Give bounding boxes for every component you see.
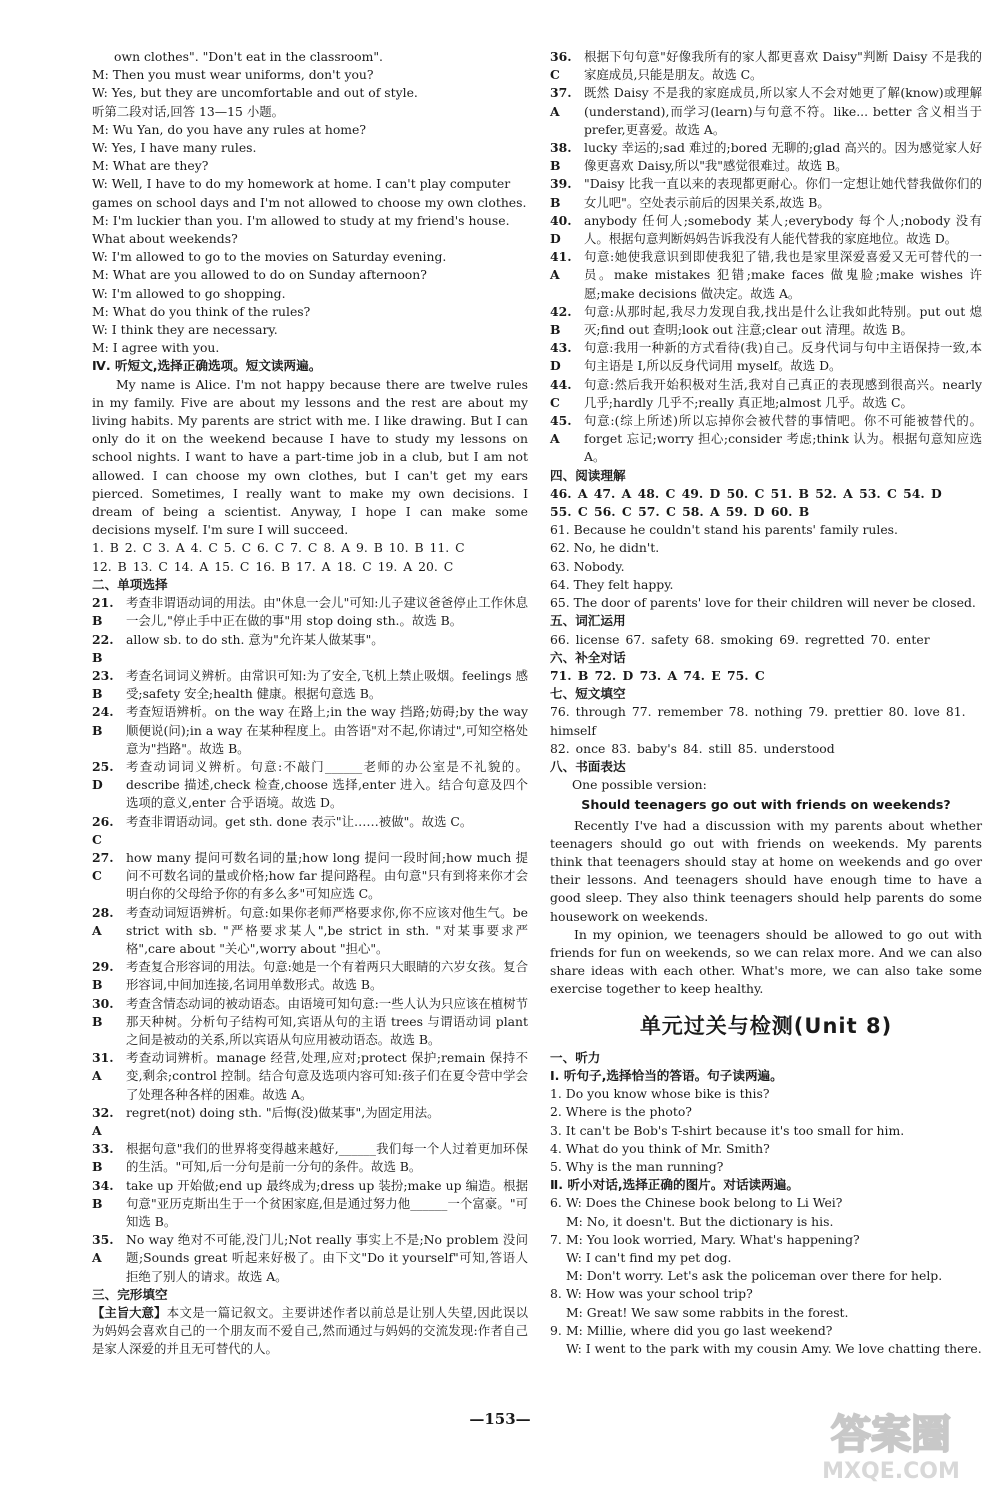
answer-item bbox=[550, 412, 982, 467]
listening-sentence: 1. Do you know whose bike is this? bbox=[550, 1086, 770, 1102]
single-choice-list bbox=[92, 594, 528, 1286]
answer-item bbox=[92, 703, 528, 758]
answer-row: 82. once 83. baby's 84. still 85. understood bbox=[550, 740, 835, 756]
listening-sentence: 5. Why is the man running? bbox=[550, 1158, 724, 1174]
answer-item bbox=[550, 84, 982, 139]
answer-number: 38. B bbox=[550, 140, 572, 174]
dialog-line bbox=[550, 1340, 982, 1358]
listening-sentence: 2. Where is the photo? bbox=[550, 1104, 692, 1120]
answer-item bbox=[550, 175, 982, 211]
answer-item bbox=[550, 303, 982, 339]
answer-number: 36. C bbox=[550, 49, 572, 83]
main-idea bbox=[92, 1304, 528, 1359]
section-heading-listening: 一、听力 bbox=[550, 1049, 601, 1065]
answer-row: 12. B 13. C 14. A 15. C 16. B 17. A 18. C 19. A 20. C bbox=[92, 558, 454, 574]
answer-item bbox=[92, 667, 528, 703]
answer-row: 76. through 77. remember 78. nothing 79. prettier 80. love 81. himself bbox=[550, 704, 966, 738]
answer-number: 30. B bbox=[92, 995, 114, 1029]
reading-answer: 63. Nobody. bbox=[550, 558, 625, 574]
answer-item bbox=[550, 248, 982, 303]
reading-answer: 65. The door of parents' love for their children will never be closed. bbox=[550, 595, 976, 611]
dialog-text: W: How was your school trip? bbox=[566, 1286, 753, 1302]
answer-item bbox=[92, 1049, 528, 1104]
answer-number: 44. C bbox=[550, 376, 572, 410]
reading-answer: 62. No, he didn't. bbox=[550, 540, 660, 556]
dialog-line bbox=[550, 1194, 982, 1212]
dialog-number bbox=[550, 1213, 566, 1231]
answer-explanation: 句意:(综上所述)所以忘掉你会被代替的事情吧。你不可能被替代的。forget 忘记;worry 担心;consider 考虑;think 认为。根据句意知应选 A。 bbox=[584, 413, 982, 465]
page-number: —153— bbox=[469, 1410, 531, 1428]
answer-explanation: allow sb. to do sth. 意为"允许某人做某事"。 bbox=[126, 631, 384, 647]
answer-number: 39. B bbox=[550, 176, 572, 210]
answer-row: 46. A 47. A 48. C 49. D 50. C 51. B 52. A 53. C 54. D bbox=[550, 485, 942, 501]
dialog-number bbox=[550, 1267, 566, 1285]
dialog-number bbox=[550, 1304, 566, 1322]
dialog-line: W: Yes, I have many rules. bbox=[92, 140, 257, 156]
answer-item bbox=[92, 849, 528, 904]
answer-number: 28. A bbox=[92, 904, 114, 938]
dialog-text: M: Don't worry. Let's ask the policeman over there for help. bbox=[566, 1268, 943, 1284]
section-heading-listening-passage: Ⅳ. 听短文,选择正确选项。短文读两遍。 bbox=[92, 358, 322, 374]
answer-item bbox=[92, 813, 528, 849]
answer-explanation: how many 提问可数名词的量;how long 提问一段时间;how much 提问不可数名词的量或价格;how far 提问路程。由句意"只有到将来你才会明白你的父母给予你的有多么多"可知应选 C。 bbox=[126, 849, 528, 902]
right-column bbox=[550, 48, 982, 1358]
answer-item bbox=[92, 995, 528, 1050]
dialog-line bbox=[550, 1322, 982, 1340]
dialog-line: M: What are they? bbox=[92, 158, 209, 174]
listening-sentence: 3. It can't be Bob's T-shirt because it's too small for him. bbox=[550, 1122, 905, 1138]
dialog-number bbox=[550, 1249, 566, 1267]
answer-explanation: take up 开始做;end up 最终成为;dress up 装扮;make up 编造。根据句意"亚历克斯出生于一个贫困家庭,但是通过努力他______一个富豪。"可知选 B。 bbox=[126, 1177, 528, 1229]
answer-row: 55. C 56. C 57. C 58. A 59. D 60. B bbox=[550, 504, 810, 520]
watermark-logo bbox=[796, 1400, 986, 1486]
dialog-text: M: You look worried, Mary. What's happening? bbox=[566, 1231, 860, 1247]
watermark-text: 答案圈 bbox=[831, 1412, 951, 1458]
answer-item bbox=[92, 1177, 528, 1232]
answer-number: 32. A bbox=[92, 1104, 114, 1138]
listening-sentence: 4. What do you think of Mr. Smith? bbox=[550, 1140, 770, 1156]
answer-item bbox=[550, 376, 982, 412]
answer-number: 35. A bbox=[92, 1232, 114, 1266]
answer-number: 26. C bbox=[92, 813, 114, 847]
answer-explanation: regret(not) doing sth. "后悔(没)做某事",为固定用法。 bbox=[126, 1104, 440, 1120]
answer-explanation: 考查动词短语辨析。句意:如果你老师严格要求你,你不应该对他生气。be strict with sb. "严格要求某人",be strict in sth. "对某事要求严格",care about "关心",worry about "担心"。 bbox=[126, 904, 528, 956]
dialog-text: M: No, it doesn't. But the dictionary is his. bbox=[566, 1213, 834, 1229]
dialog-number: 7. bbox=[550, 1231, 562, 1247]
dialog-line: W: I'm allowed to go shopping. bbox=[92, 285, 286, 301]
answer-row: 1. B 2. C 3. A 4. C 5. C 6. C 7. C 8. A 9. B 10. B 11. C bbox=[92, 540, 465, 556]
answer-number: 45. A bbox=[550, 413, 572, 447]
dialog-text: W: I can't find my pet dog. bbox=[566, 1250, 732, 1265]
answer-item bbox=[92, 594, 528, 630]
answer-item bbox=[92, 1104, 528, 1140]
answer-explanation: 根据句意"我们的世界将变得越来越好,______我们每一个人过着更加环保的生活。"可知,后一分句是前一分句的条件。故选 B。 bbox=[126, 1141, 528, 1175]
section-heading-cloze: 三、完形填空 bbox=[92, 1286, 168, 1302]
answer-number: 21. B bbox=[92, 595, 114, 629]
answer-row: 66. license 67. safety 68. smoking 69. regretted 70. enter bbox=[550, 631, 930, 647]
left-column bbox=[92, 48, 528, 1359]
answer-number: 24. B bbox=[92, 704, 114, 738]
essay-title: Should teenagers go out with friends on weekends? bbox=[581, 797, 951, 813]
dialog-line: W: I'm allowed to go to the movies on Saturday evening. bbox=[92, 249, 447, 265]
dialog-number: 8. bbox=[550, 1286, 562, 1302]
dialog-line: M: Then you must wear uniforms, don't you? bbox=[92, 67, 374, 83]
dialog-line: M: I agree with you. bbox=[92, 340, 220, 356]
section-heading-writing: 八、书面表达 bbox=[550, 758, 626, 774]
dialog-line: W: Yes, but they are uncomfortable and out of style. bbox=[92, 85, 418, 101]
dialog-heading: 听第二段对话,回答 13—15 小题。 bbox=[92, 103, 285, 119]
unit-title: 单元过关与检测(Unit 8) bbox=[639, 1013, 893, 1038]
answer-explanation: 考查含情态动词的被动语态。由语境可知句意:一些人认为只应该在植树节那天种树。分析句子结构可知,宾语从句的主语 trees 与谓语动词 plant 之间是被动的关系,所以宾语从句应用被动语态。故选 B。 bbox=[126, 995, 528, 1047]
answer-item bbox=[92, 758, 528, 813]
dialog-text: W: Does the Chinese book belong to Li Wei? bbox=[566, 1195, 843, 1211]
dialog-line bbox=[550, 1304, 982, 1322]
dialog-line: own clothes". "Don't eat in the classroom". bbox=[114, 49, 383, 64]
answer-explanation: "Daisy 比我一直以来的表现都更耐心。你们一定想让她代替我做你们的女儿吧"。空处表示前后的因果关系,故选 B。 bbox=[584, 176, 982, 210]
dialog-2 bbox=[92, 121, 528, 358]
subsection-heading: Ⅰ. 听句子,选择恰当的答语。句子读两遍。 bbox=[550, 1067, 783, 1083]
dialog-text: M: Millie, where did you go last weekend? bbox=[566, 1322, 833, 1338]
answer-number: 23. B bbox=[92, 667, 114, 702]
answer-explanation: lucky 幸运的;sad 难过的;bored 无聊的;glad 高兴的。因为感觉家人好像更喜欢 Daisy,所以"我"感觉很难过。故选 B。 bbox=[584, 140, 982, 174]
reading-answer: 61. Because he couldn't stand his parents' family rules. bbox=[550, 522, 898, 538]
answer-number: 42. B bbox=[550, 303, 572, 338]
answer-number: 31. A bbox=[92, 1050, 114, 1084]
answer-number: 37. A bbox=[550, 85, 572, 119]
dialog-line: M: What do you think of the rules? bbox=[92, 303, 311, 319]
answer-number: 25. D bbox=[92, 758, 114, 793]
dialog-line bbox=[550, 1285, 982, 1303]
answer-explanation: 考查非谓语动词。get sth. done 表示"让……被做"。故选 C。 bbox=[126, 813, 473, 829]
answer-row: 71. B 72. D 73. A 74. E 75. C bbox=[550, 667, 765, 683]
answer-explanation: 考查复合形容词的用法。句意:她是一个有着两只大眼睛的六岁女孩。复合形容词,中间加连接,名词用单数形式。故选 B。 bbox=[126, 959, 528, 993]
cloze-answer-list bbox=[550, 48, 982, 467]
dialog-line bbox=[550, 1249, 982, 1267]
answer-item bbox=[92, 1231, 528, 1286]
answer-item bbox=[550, 339, 982, 375]
dialog-line: M: I'm luckier than you. I'm allowed to study at my friend's house. What about weekends? bbox=[92, 212, 510, 247]
dialog-text: M: Great! We saw some rabbits in the forest. bbox=[566, 1304, 849, 1320]
answer-item bbox=[92, 904, 528, 959]
dialog-line: W: Well, I have to do my homework at home. I can't play computer games on school days and I'm not allowed to choose my own clothes. bbox=[92, 176, 527, 210]
dialog-number: 6. bbox=[550, 1195, 562, 1211]
dialog-line bbox=[550, 1231, 982, 1249]
answer-explanation: 根据下句句意"好像我所有的家人都更喜欢 Daisy"判断 Daisy 不是我的家庭成员,只能是朋友。故选 C。 bbox=[584, 49, 982, 83]
answer-number: 33. B bbox=[92, 1141, 114, 1175]
answer-number: 29. B bbox=[92, 959, 114, 993]
main-idea-text: 本文是一篇记叙文。主要讲述作者以前总是让别人失望,因此误以为妈妈会喜欢自己的一个朋友而不爱自己,然而通过与妈妈的交流发现:作者自己是家人深爱的并且无可替代的人。 bbox=[92, 1305, 528, 1357]
answer-number: 27. C bbox=[92, 849, 114, 884]
answer-number: 34. B bbox=[92, 1177, 114, 1211]
listening-passage: My name is Alice. I'm not happy because there are twelve rules in my family. Five are about my lessons and the rest are about my living habits. My parents are strict with me. I like drawing. But I can only do it on the weekend because I have to study my lessons on school nights. I want to have a part-time job in a club, but I am not allowed. I can choose my own clothes, but I can't get my ears pierced. Sometimes, I really want to make my own decisions. I dream of being a scientist. Anyway, I hope I can make some decisions myself. I'm sure I will succeed. bbox=[92, 376, 528, 538]
answer-explanation: 考查非谓语动词的用法。由"休息一会儿"可知:儿子建议爸爸停止工作休息一会儿,"停止手中正在做的事"用 stop doing sth.。故选 B。 bbox=[126, 595, 528, 629]
dialog-line: M: Wu Yan, do you have any rules at home? bbox=[92, 121, 367, 137]
dialog-text: W: I went to the park with my cousin Amy. We love chatting there. bbox=[566, 1341, 982, 1357]
section-heading-fill: 七、短文填空 bbox=[550, 686, 626, 702]
answer-item bbox=[550, 212, 982, 248]
essay-paragraph: Recently I've had a discussion with my parents about whether teenagers should go out with friends on weekends. My parents think that teenagers should stay at home on weekends and go over their lessons. And teenagers should have enough time to have a good sleep. They also think teenagers should help parents do some housework on weekends. bbox=[550, 817, 982, 924]
answer-explanation: 句意:从那时起,我尽力发现自我,找出是什么让我如此特别。put out 熄灭;find out 查明;look out 注意;clear out 清理。故选 B。 bbox=[584, 303, 982, 338]
section-heading-vocabulary: 五、词汇运用 bbox=[550, 613, 626, 629]
answer-item bbox=[92, 958, 528, 994]
answer-number: 22. B bbox=[92, 631, 114, 665]
answer-item bbox=[550, 139, 982, 175]
section-heading-dialog: 六、补全对话 bbox=[550, 649, 626, 665]
answer-item bbox=[92, 1140, 528, 1176]
dialog-number: 9. bbox=[550, 1322, 562, 1338]
subsection-heading: Ⅱ. 听小对话,选择正确的图片。对话读两遍。 bbox=[550, 1177, 799, 1193]
answer-number: 40. D bbox=[550, 212, 572, 247]
answer-number: 41. A bbox=[550, 249, 572, 283]
answer-explanation: anybody 任何人;somebody 某人;everybody 每个人;nobody 没有人。根据句意判断妈妈告诉我没有人能代替我的家庭地位。故选 D。 bbox=[584, 212, 982, 247]
main-idea-tag: 【主旨大意】 bbox=[92, 1305, 167, 1321]
dialog-number bbox=[550, 1340, 566, 1358]
dialog-line bbox=[550, 1267, 982, 1285]
answer-explanation: 考查动词辨析。manage 经营,处理,应对;protect 保护;remain 保持不变,剩余;control 控制。结合句意及选项内容可知:孩子们在夏令营中学会了处理各种各样的困难。故选 A。 bbox=[126, 1050, 528, 1102]
answer-item bbox=[550, 48, 982, 84]
version-label: One possible version: bbox=[572, 777, 707, 793]
answer-item bbox=[92, 631, 528, 667]
reading-answer: 64. They felt happy. bbox=[550, 576, 674, 592]
section-heading-reading: 四、阅读理解 bbox=[550, 467, 626, 483]
answer-explanation: 考查短语辨析。on the way 在路上;in the way 挡路;妨碍;by the way 顺便说(问);in a way 在某种程度上。由答语"对不起,你请过",可知空格处意为"挡路"。故选 B。 bbox=[126, 704, 528, 756]
answer-explanation: 句意:然后我开始积极对生活,我对自己真正的表现感到很高兴。nearly 几乎;hardly 几乎不;really 真正地;almost 几乎。故选 C。 bbox=[584, 376, 982, 410]
answer-explanation: 句意:我用一种新的方式看待(我)自己。反身代词与句中主语保持一致,本句主语是 I,所以反身代词用 myself。故选 D。 bbox=[584, 340, 982, 374]
answer-explanation: 句意:她使我意识到即使我犯了错,我也是家里深爱喜爱又无可替代的一员。make mistakes 犯错;make faces 做鬼脸;make wishes 许愿;make decisions 做决定。故选 A。 bbox=[584, 249, 982, 301]
answer-number: 43. D bbox=[550, 340, 572, 374]
answer-explanation: No way 绝对不可能,没门儿;Not really 事实上不是;No problem 没问题;Sounds great 听起来好极了。由下文"Do it yourself"可知,答语人拒绝了别人的请求。故选 A。 bbox=[126, 1232, 528, 1284]
answer-explanation: 考查名词词义辨析。由常识可知:为了安全,飞机上禁止吸烟。feelings 感受;safety 安全;health 健康。根据句意选 B。 bbox=[126, 667, 528, 702]
answer-explanation: 考查动词词义辨析。句意:不敲门______老师的办公室是不礼貌的。describe 描述,check 检查,choose 选择,enter 进入。结合句意及四个选项的意义,enter 合乎语境。故选 D。 bbox=[126, 758, 528, 811]
dialog-line: M: What are you allowed to do on Sunday afternoon? bbox=[92, 267, 427, 283]
watermark-subtext: MXQE.COM bbox=[822, 1459, 960, 1484]
dialog-line: W: I think they are necessary. bbox=[92, 322, 278, 338]
essay-paragraph: In my opinion, we teenagers should be allowed to go out with friends for fun on weekends, so we can relax more. And we can also share ideas with each other. What's more, we can also take some exercise together to keep healthy. bbox=[550, 926, 982, 997]
answer-explanation: 既然 Daisy 不是我的家庭成员,所以家人不会对她更了解(know)或理解(understand),而学习(learn)与句意不符。like... better 含义相当于 prefer,更喜爱。故选 A。 bbox=[584, 85, 982, 137]
dialog-line bbox=[550, 1213, 982, 1231]
section-heading-single-choice: 二、单项选择 bbox=[92, 576, 168, 592]
